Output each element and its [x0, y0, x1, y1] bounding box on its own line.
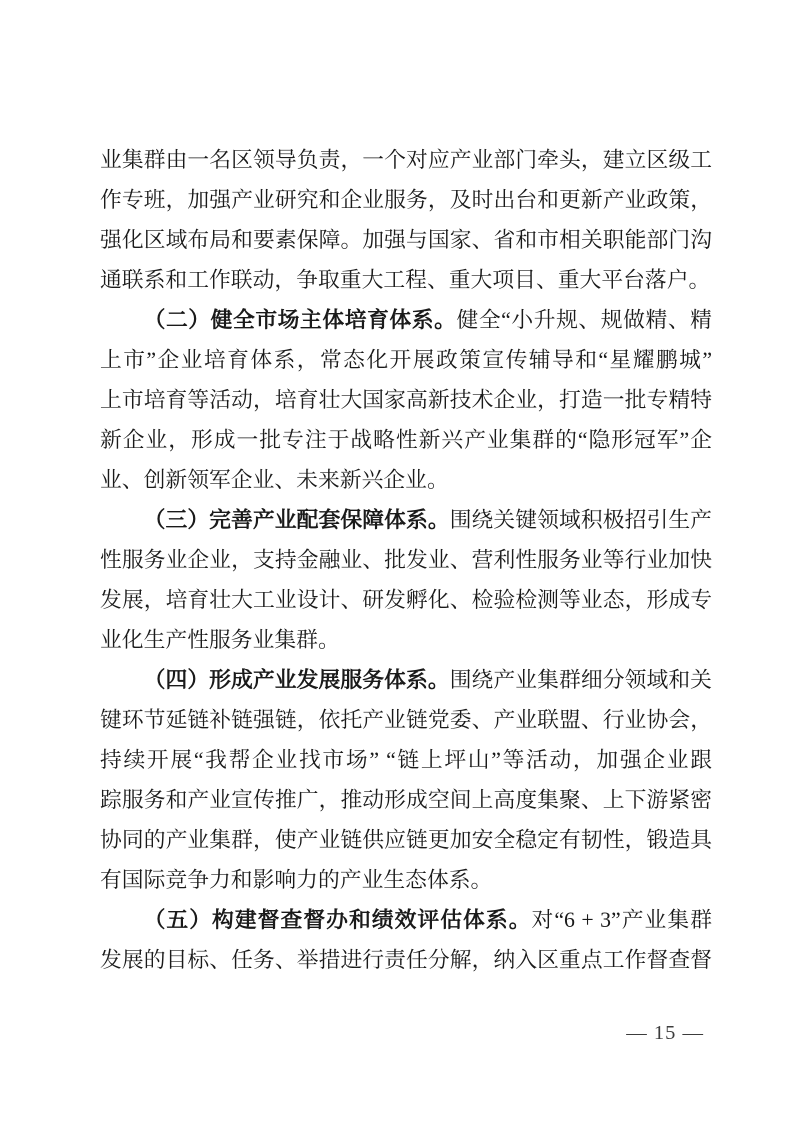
text-line: 业集群由一名区领导负责，一个对应产业部门牵头，建立区级工 — [100, 148, 712, 172]
text-line: 业、创新领军企业、未来新兴企业。 — [100, 468, 449, 492]
text-line: 性服务业企业，支持金融业、批发业、营利性服务业等行业加快 — [100, 548, 712, 572]
text-line: 新企业，形成一批专注于战略性新兴产业集群的“隐形冠军”企 — [100, 428, 712, 452]
text-line: 作专班，加强产业研究和企业服务，及时出台和更新产业政策， — [100, 188, 712, 212]
text-block — [100, 140, 712, 980]
text-run: 围绕产业集群细分领域和关 — [449, 668, 712, 692]
text-line: 上市培育等活动，培育壮大国家高新技术企业，打造一批专精特 — [100, 388, 712, 412]
page-number: — 15 — — [626, 1022, 704, 1044]
paragraph — [100, 900, 712, 980]
text-line: 有国际竞争力和影响力的产业生态体系。 — [100, 868, 493, 892]
text-line: 业化生产性服务业集群。 — [100, 628, 340, 652]
text-run: 健全“小升规、规做精、精 — [456, 308, 712, 332]
text-run: 围绕关键领域积极招引生产 — [449, 508, 712, 532]
text-line: 上市”企业培育体系，常态化开展政策宣传辅导和“星耀鹏城” — [100, 348, 712, 372]
section-heading: （三）完善产业配套保障体系。 — [143, 508, 450, 532]
text-line: 协同的产业集群，使产业链供应链更加安全稳定有韧性，锻造具 — [100, 828, 712, 852]
text-line: 发展的目标、任务、举措进行责任分解，纳入区重点工作督查督 — [100, 948, 712, 972]
paragraph — [100, 140, 712, 300]
section-heading: （五）构建督查督办和绩效评估体系。 — [143, 908, 532, 932]
text-line: 键环节延链补链强链，依托产业链党委、产业联盟、行业协会， — [100, 708, 712, 732]
text-line: 发展，培育壮大工业设计、研发孵化、检验检测等业态，形成专 — [100, 588, 712, 612]
text-line — [100, 300, 712, 340]
section-heading: （二）健全市场主体培育体系。 — [143, 308, 457, 332]
text-line: 通联系和工作联动，争取重大工程、重大项目、重大平台落户。 — [100, 268, 711, 292]
text-line — [100, 660, 712, 700]
text-run: 对“6 + 3”产业集群 — [531, 908, 712, 932]
text-line — [100, 500, 712, 540]
section-heading: （四）形成产业发展服务体系。 — [143, 668, 450, 692]
paragraph — [100, 500, 712, 660]
text-line — [100, 900, 712, 940]
text-line: 强化区域布局和要素保障。加强与国家、省和市相关职能部门沟 — [100, 228, 712, 252]
text-line: 踪服务和产业宣传推广，推动形成空间上高度集聚、上下游紧密 — [100, 788, 712, 812]
paragraph — [100, 300, 712, 500]
text-line: 持续开展“我帮企业找市场” “链上坪山”等活动，加强企业跟 — [100, 748, 712, 772]
paragraph — [100, 660, 712, 900]
